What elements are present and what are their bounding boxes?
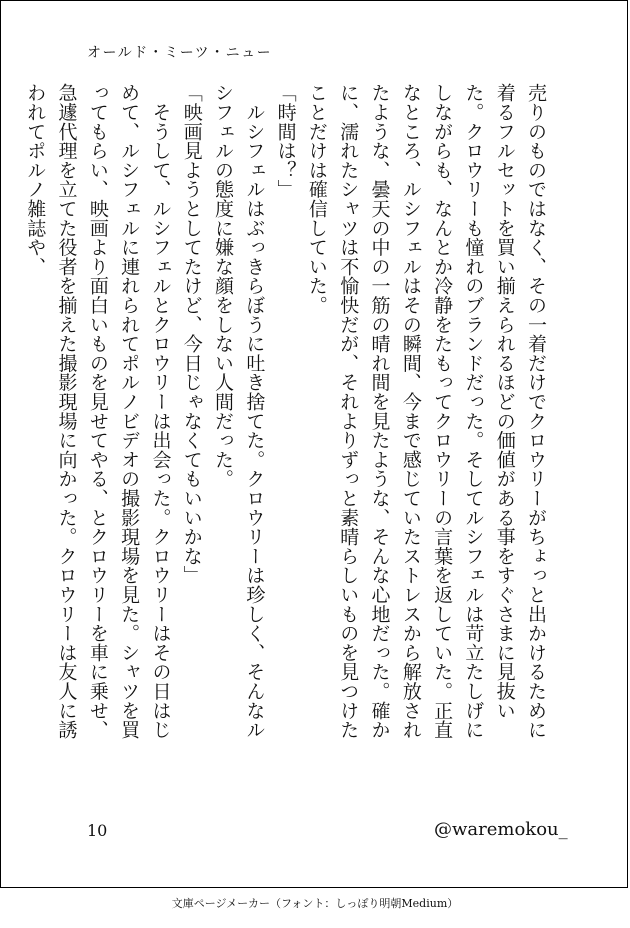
paragraph-5: そうして、ルシフェルとクロウリーは出会った。クロウリーはその日はじめて、ルシフェルに連れられてポルノビデオの撮影現場を見た。シャツを買ってもらい、映画より面白いものを見せてやる、とクロウリーを車に乗せ、急遽代理を立てた役者を揃えた撮影現場に向かった。クロウリーは友人に誘われてポルノ雑誌や、: [24, 83, 172, 740]
page-number: 10: [87, 821, 108, 840]
vertical-body-text: [24, 83, 551, 751]
author-handle: @waremokou_: [434, 819, 568, 840]
paragraph-1: 売りのものではなく、その一着だけでクロウリーがちょっと出かけるために着るフルセットを買い揃えられるほどの価値がある事をすぐさまに見抜いた。クロウリーも憧れのブランドだった。そしてルシフェルは苛立たしげにしながらも、なんとか冷静をたもってクロウリーの言葉を返していた。正直なところ、ルシフェルはその瞬間、今まで感じていたストレスから解放されたような、曇天の中の一筋の晴れ間を見たような、そんな心地だった。確かに、濡れたシャツは不愉快だが、それよりずっと素晴らしいものを見つけたことだけは確信していた。: [305, 83, 547, 740]
paragraph-3: ルシフェルはぶっきらぼうに吐き捨てた。クロウリーは珍しく、そんなルシフェルの態度に嫌な顔をしない人間だった。: [212, 83, 266, 740]
generator-credit: 文庫ページメーカー（フォント：しっぽり明朝Medium）: [171, 897, 459, 910]
paragraph-4-dialogue: 「映画見ようとしてたけど、今日じゃなくてもいいかな」: [180, 83, 203, 585]
paragraph-2-dialogue: 「時間は？」: [274, 83, 297, 199]
running-header-title: オールド・ミーツ・ニュー: [87, 45, 273, 61]
